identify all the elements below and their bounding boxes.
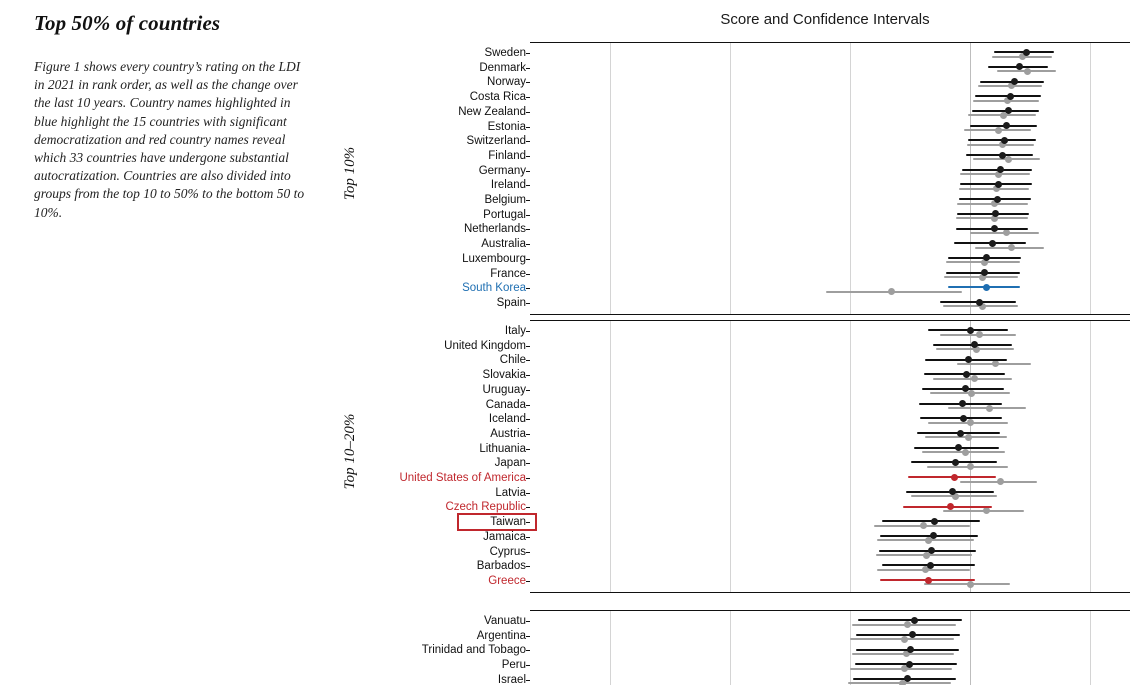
country-label: Ireland	[490, 179, 526, 192]
country-label: Japan	[494, 457, 526, 470]
chart-row	[530, 62, 1130, 77]
country-label: Trinidad and Tobago	[421, 644, 526, 657]
data-point-current	[952, 459, 959, 466]
chart-row	[530, 413, 1130, 428]
chart-panel	[530, 42, 1130, 315]
country-label: Austria	[490, 427, 526, 440]
country-label: Norway	[487, 76, 526, 89]
country-label: Chile	[499, 354, 526, 367]
chart-row	[530, 630, 1130, 645]
panel-inner	[530, 321, 1130, 592]
data-point-current	[1003, 122, 1010, 129]
data-point-past	[965, 434, 972, 441]
chart-row	[530, 238, 1130, 253]
data-point-current	[1023, 49, 1030, 56]
chart-row	[530, 472, 1130, 487]
chart-row	[530, 325, 1130, 340]
country-label: Cyprus	[489, 545, 526, 558]
chart-row	[530, 560, 1130, 575]
country-label: Taiwan	[490, 516, 526, 529]
chart-row	[530, 268, 1130, 283]
data-point-past	[997, 478, 1004, 485]
country-label: Portugal	[483, 208, 526, 221]
data-point-past	[967, 581, 974, 588]
country-label: Sweden	[484, 47, 526, 59]
data-point-past	[971, 375, 978, 382]
data-point-past	[1008, 244, 1015, 251]
country-label: Slovakia	[482, 369, 526, 382]
data-point-current	[994, 196, 1001, 203]
data-point-current	[927, 562, 934, 569]
chart-row	[530, 615, 1130, 630]
data-point-past	[1005, 156, 1012, 163]
country-label: Luxembourg	[462, 252, 526, 265]
chart-row	[530, 501, 1130, 516]
data-point-current	[965, 356, 972, 363]
data-point-current	[906, 661, 913, 668]
data-point-current	[925, 577, 932, 584]
chart-row	[530, 369, 1130, 384]
chart-row	[530, 575, 1130, 590]
data-point-past	[967, 463, 974, 470]
country-label: Lithuania	[479, 442, 526, 455]
country-label: Netherlands	[463, 223, 526, 236]
data-point-current	[911, 617, 918, 624]
country-label: Denmark	[479, 61, 526, 74]
data-point-current	[967, 327, 974, 334]
chart-row	[530, 91, 1130, 106]
chart-row	[530, 135, 1130, 150]
figure-description: Figure 1 shows every country’s rating on the LDI in 2021 in rank order, as well as the change over the last 10 years. Country names highlighted in blue highlight the 15 countries with significant democratization and red country names reveal which 33 countries have undergone substantial autocratization. Countries are also divided into groups from the top 10 to 50% to the bottom 50 to 10%.	[34, 59, 305, 220]
data-point-past	[995, 127, 1002, 134]
chart-row	[530, 340, 1130, 355]
panel-inner	[530, 43, 1130, 314]
data-point-past	[976, 331, 983, 338]
country-label: South Korea	[462, 282, 526, 295]
chart-row	[530, 121, 1130, 136]
chart-row	[530, 223, 1130, 238]
group-label: Top 10–20%	[341, 413, 358, 490]
country-label: Peru	[501, 659, 526, 672]
country-label: France	[490, 267, 526, 280]
chart-row	[530, 354, 1130, 369]
country-label: Greece	[488, 574, 526, 587]
chart-row	[530, 546, 1130, 561]
chart-row	[530, 457, 1130, 472]
country-label: Estonia	[487, 120, 526, 133]
data-point-current	[1001, 137, 1008, 144]
data-point-current	[960, 415, 967, 422]
chart-row	[530, 384, 1130, 399]
country-label: Barbados	[476, 560, 526, 573]
chart-row	[530, 282, 1130, 297]
chart-row	[530, 297, 1130, 312]
country-label: Australia	[481, 238, 526, 251]
data-point-past	[967, 419, 974, 426]
chart-row	[530, 253, 1130, 268]
chart-row	[530, 150, 1130, 165]
data-point-past	[992, 360, 999, 367]
data-point-past	[904, 621, 911, 628]
data-point-past	[986, 405, 993, 412]
country-label: Spain	[496, 296, 526, 309]
data-point-past	[983, 507, 990, 514]
country-label: Iceland	[488, 413, 526, 426]
data-point-past	[1003, 229, 1010, 236]
chart-row	[530, 179, 1130, 194]
chart-row	[530, 76, 1130, 91]
data-point-past	[888, 288, 895, 295]
chart-row	[530, 487, 1130, 502]
chart-row	[530, 659, 1130, 674]
country-label: Vanuatu	[484, 615, 526, 627]
country-label: Switzerland	[466, 135, 526, 148]
chart-row	[530, 516, 1130, 531]
data-point-current	[931, 518, 938, 525]
data-point-current	[989, 240, 996, 247]
chart-row	[530, 399, 1130, 414]
chart-plot-area	[340, 42, 1130, 686]
chart-row	[530, 47, 1130, 62]
chart-row	[530, 194, 1130, 209]
chart-row	[530, 209, 1130, 224]
data-point-current	[959, 400, 966, 407]
country-label: Czech Republic	[445, 501, 526, 514]
chart-row	[530, 674, 1130, 685]
data-point-current	[951, 474, 958, 481]
country-label: Latvia	[495, 486, 526, 499]
country-label: Jamaica	[483, 530, 526, 543]
chart-row	[530, 644, 1130, 659]
country-label: Germany	[478, 164, 526, 177]
country-label: Argentina	[476, 629, 526, 642]
data-point-past	[968, 390, 975, 397]
data-point-current	[976, 299, 983, 306]
country-label: Finland	[488, 149, 526, 162]
data-point-current	[963, 371, 970, 378]
panel-inner	[530, 611, 1130, 685]
data-point-current	[1007, 93, 1014, 100]
data-point-current	[995, 181, 1002, 188]
group-label: Top 10%	[341, 147, 358, 201]
data-point-past	[1024, 68, 1031, 75]
chart-panel	[530, 320, 1130, 593]
country-label: Italy	[504, 325, 526, 337]
country-label: Israel	[497, 673, 526, 686]
data-point-current	[983, 284, 990, 291]
country-label: Canada	[485, 398, 526, 411]
data-point-past	[962, 449, 969, 456]
data-point-past	[901, 636, 908, 643]
data-point-current	[991, 225, 998, 232]
chart-row	[530, 531, 1130, 546]
data-point-current	[957, 430, 964, 437]
chart-title: Score and Confidence Intervals	[720, 11, 930, 28]
chart-row	[530, 428, 1130, 443]
page-title: Top 50% of countries	[34, 11, 221, 35]
data-point-current	[999, 152, 1006, 159]
country-label: United States of America	[399, 472, 526, 484]
country-label: Costa Rica	[469, 91, 526, 104]
country-label: United Kingdom	[444, 339, 526, 352]
chart-panel	[530, 610, 1130, 685]
data-point-past	[920, 522, 927, 529]
country-label: Uruguay	[482, 383, 526, 396]
chart-row	[530, 106, 1130, 121]
country-label: New Zealand	[458, 105, 526, 118]
chart-row	[530, 443, 1130, 458]
country-label: Belgium	[484, 194, 526, 206]
chart-row	[530, 165, 1130, 180]
